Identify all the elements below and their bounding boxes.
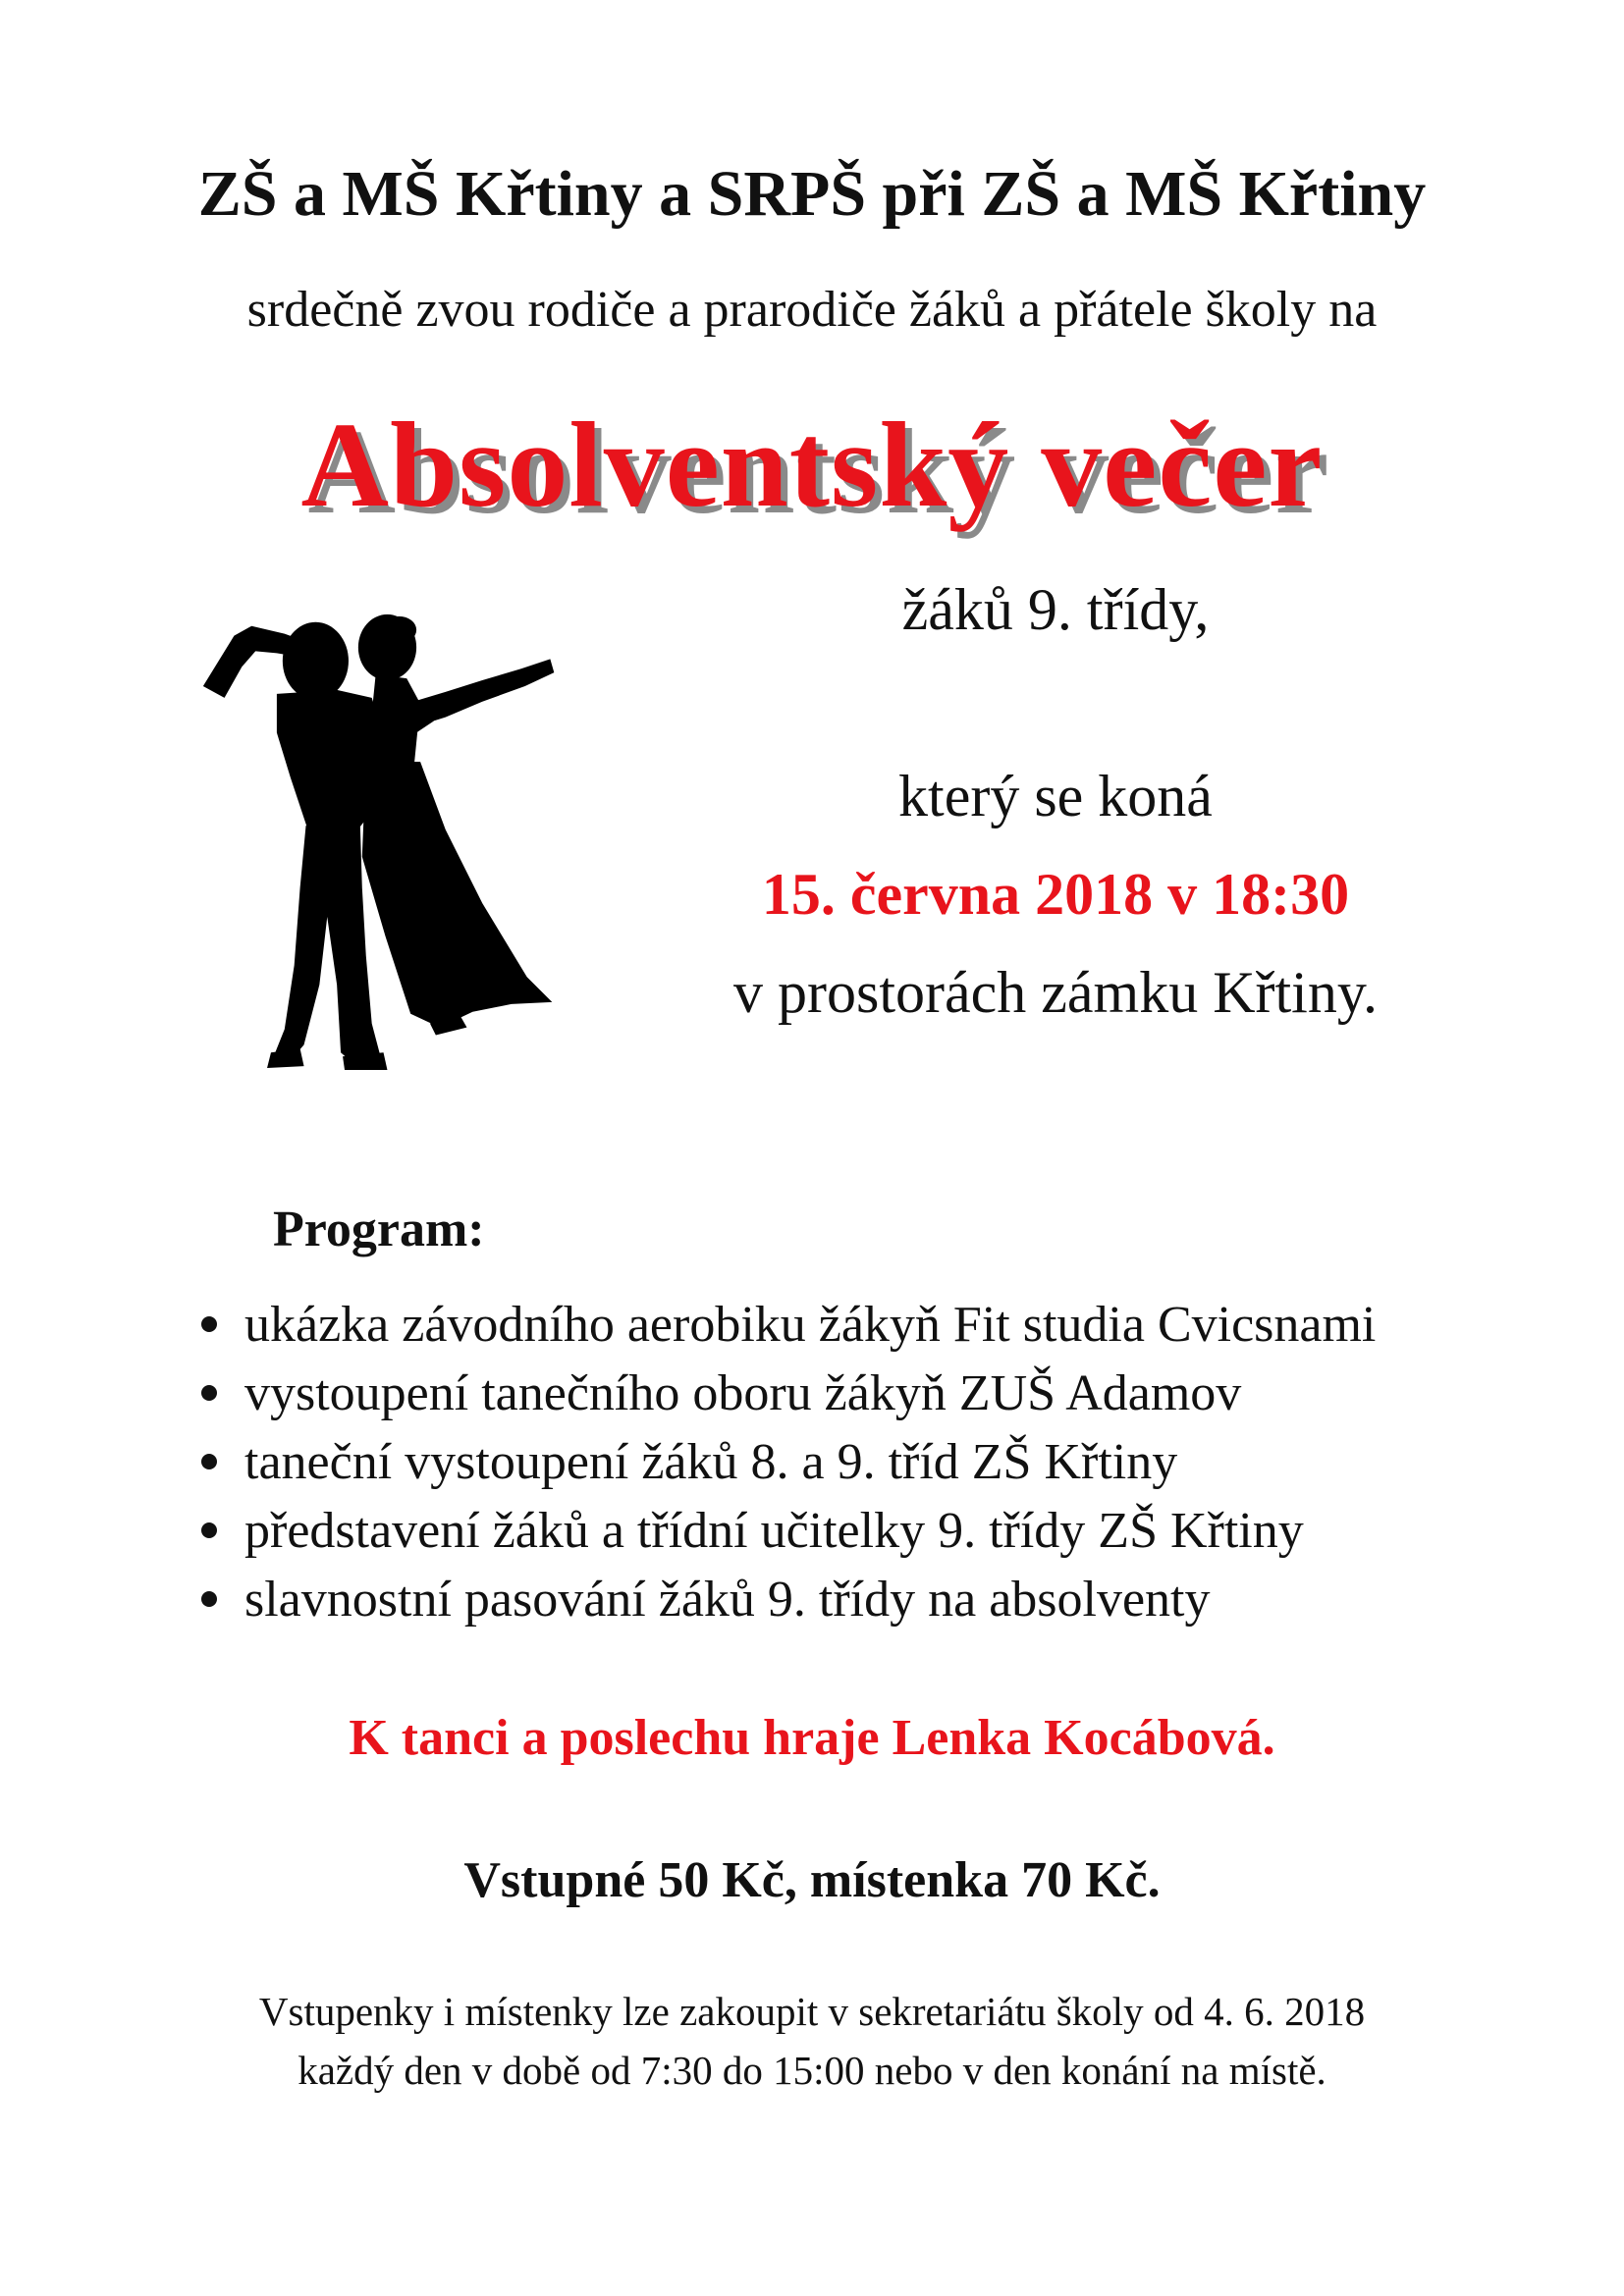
list-item bbox=[201, 1360, 1596, 1428]
dancing-couple-icon bbox=[191, 594, 579, 1085]
bullet-icon bbox=[201, 1591, 217, 1607]
list-item bbox=[201, 1291, 1596, 1360]
program-item-text: taneční vystoupení žáků 8. a 9. tříd ZŠ Křtiny bbox=[244, 1434, 1178, 1490]
organizers-heading: ZŠ a MŠ Křtiny a SRPŠ při ZŠ a MŠ Křtiny bbox=[197, 158, 1427, 230]
ticket-note-line-2: každý den v době od 7:30 do 15:00 nebo v den konání na místě. bbox=[298, 2048, 1326, 2093]
event-title: Absolventský večer bbox=[300, 398, 1324, 532]
program-item-text: představení žáků a třídní učitelky 9. třídy ZŠ Křtiny bbox=[244, 1503, 1304, 1559]
invitation-text: srdečně zvou rodiče a prarodiče žáků a přátele školy na bbox=[246, 282, 1378, 338]
program-heading: Program: bbox=[273, 1201, 485, 1257]
price-text: Vstupné 50 Kč, místenka 70 Kč. bbox=[463, 1852, 1161, 1908]
bullet-icon bbox=[201, 1522, 217, 1538]
event-place: v prostorách zámku Křtiny. bbox=[733, 960, 1378, 1025]
program-item-text: vystoupení tanečního oboru žákyň ZUŠ Adamov bbox=[244, 1365, 1242, 1421]
music-text: K tanci a poslechu hraje Lenka Kocábová. bbox=[349, 1710, 1275, 1766]
class-text: žáků 9. třídy, bbox=[901, 577, 1210, 642]
program-item-text: ukázka závodního aerobiku žákyň Fit studia Cvicsnami bbox=[244, 1297, 1377, 1353]
bullet-icon bbox=[201, 1454, 217, 1469]
event-datetime: 15. června 2018 v 18:30 bbox=[761, 862, 1350, 927]
dancer-silhouette bbox=[203, 614, 554, 1070]
list-item bbox=[201, 1497, 1596, 1566]
bullet-icon bbox=[201, 1316, 217, 1332]
event-intro: který se koná bbox=[898, 764, 1213, 828]
program-list bbox=[201, 1291, 1596, 1634]
ticket-note-line-1: Vstupenky i místenky lze zakoupit v sekretariátu školy od 4. 6. 2018 bbox=[258, 1989, 1366, 2034]
list-item bbox=[201, 1428, 1596, 1497]
bullet-icon bbox=[201, 1385, 217, 1401]
list-item bbox=[201, 1566, 1596, 1634]
program-item-text: slavnostní pasování žáků 9. třídy na absolventy bbox=[244, 1572, 1211, 1628]
